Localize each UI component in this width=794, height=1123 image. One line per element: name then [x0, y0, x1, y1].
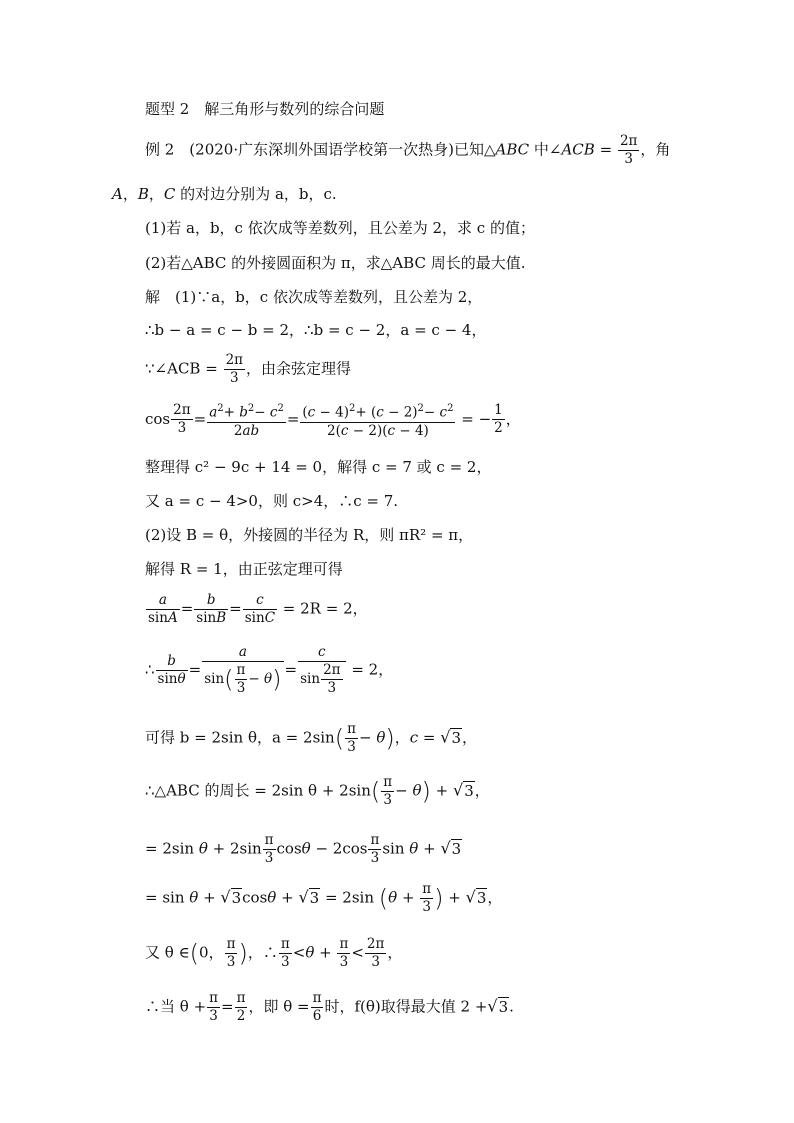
sine-law-substitution: ∴ $\frac{b}{\sin\theta}$ = a sin( $\frac{\pi}{3}$ − θ) = c sin $\frac{2\pi}{3}$ = 2， — [145, 644, 394, 696]
side-expressions: 可得 b = 2sin θ，a = 2sin( $\frac{\pi}{3}$ − θ)，c = √3， — [145, 721, 478, 755]
perimeter-simplified: = sin θ + √3cosθ + √3 = 2sin (θ + $\frac{\pi}{3}$ ) + √3， — [145, 881, 503, 915]
example-statement-cont: A，B，C 的对边分别为 a，b，c. — [112, 185, 337, 203]
cosine-law-equation: cos $\frac{2\pi}{3}$ = $\frac{a^2+ b^2- c^2}{2ab}$ = $\frac{(c - 4)^2+ (c - 2)^2- c^2}{2(c - 2)(c - 4)}$ = − $\frac{1}{2}$ ， — [145, 400, 521, 440]
example-label: 例 2 (2020·广东深圳外国语学校第一次热身)已知△ — [145, 140, 496, 159]
solution-step: 解得 R = 1，由正弦定理可得 — [145, 560, 343, 578]
fraction-2pi-3: $\frac{2\pi}{3}$ — [619, 133, 638, 167]
fraction-2pi-3: $\frac{2\pi}{3}$ — [225, 352, 244, 386]
sine-law-equation: $\frac{a}{\sin A}$ = $\frac{b}{\sin B}$ = $\frac{c}{\sin C}$ = 2R = 2， — [148, 592, 368, 626]
question-1: (1)若 a，b，c 依次成等差数列，且公差为 2，求 c 的值； — [145, 219, 535, 237]
solution-step: 整理得 c² − 9c + 14 = 0，解得 c = 7 或 c = 2， — [145, 458, 492, 476]
question-2: (2)若△ABC 的外接圆面积为 π，求△ABC 周长的最大值. — [145, 254, 526, 272]
solution-step: ∴b − a = c − b = 2，∴b = c − 2，a = c − 4， — [145, 321, 487, 339]
example-statement: 例 2 (2020·广东深圳外国语学校第一次热身)已知△ABC 中∠ACB = $\frac{2\pi}{3}$ ，角 — [145, 133, 671, 167]
max-value-conclusion: ∴当 θ + $\frac{\pi}{3}$ = $\frac{\pi}{2}$ ，即 θ = $\frac{\pi}{6}$ 时，f(θ)取得最大值 2 +√3. — [145, 990, 514, 1024]
solution-step: 又 a = c − 4>0，则 c>4，∴c = 7. — [145, 492, 399, 510]
perimeter-expression: ∴△ABC 的周长 = 2sin θ + 2sin( $\frac{\pi}{3}$ − θ) + √3， — [145, 774, 490, 808]
solution-step: (2)设 B = θ，外接圆的半径为 R，则 πR² = π， — [145, 526, 474, 544]
theta-range: 又 θ ∈(0， $\frac{\pi}{3}$ )，∴ $\frac{\pi}{3}$ <θ + $\frac{\pi}{3}$ < $\frac{2\pi}{3}$ ， — [145, 936, 403, 970]
section-heading: 题型 2 解三角形与数列的综合问题 — [145, 100, 385, 118]
solution-step-angle: ∵∠ACB = $\frac{2\pi}{3}$ ，由余弦定理得 — [145, 352, 352, 386]
perimeter-expansion: = 2sin θ + 2sin $\frac{\pi}{3}$ cosθ − 2cos $\frac{\pi}{3}$ sin θ + √3 — [145, 832, 462, 866]
solution-intro: 解 (1)∵a，b，c 依次成等差数列，且公差为 2， — [145, 288, 483, 306]
